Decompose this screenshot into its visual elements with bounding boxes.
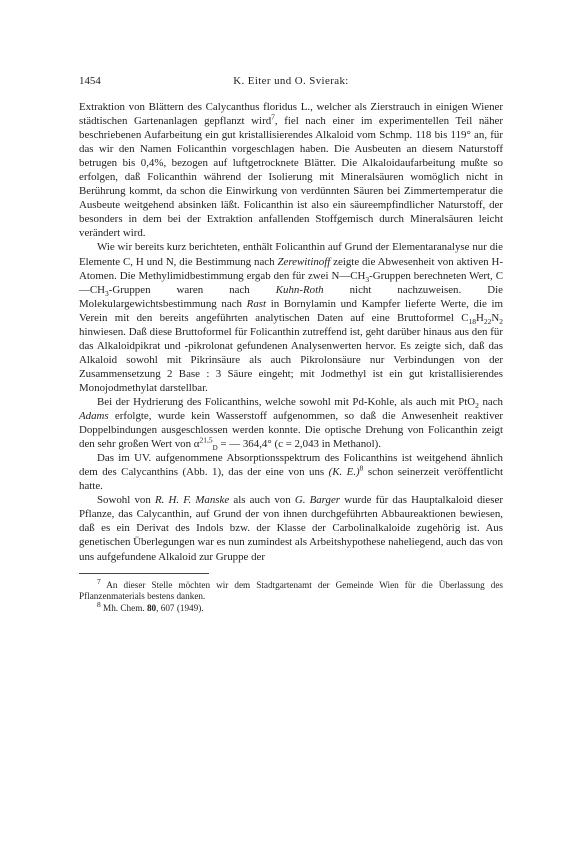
paragraph-uv-spectrum: Das im UV. aufgenommene Absorptionsspektrum des Folicanthins ist weitgehend ähnlich dem des Calycanthins (Abb. 1), das der eine von uns (K. E.)$^8$ schon seinerzeit veröffentlicht hatte. <box>79 452 503 493</box>
running-title: K. Eiter und O. Svierak: <box>233 75 349 87</box>
footnote-7: $^7$ An dieser Stelle möchten wir dem Stadtgartenamt der Gemeinde Wien für die Überlassung des Pflanzenmaterials bestens danken. <box>79 576 503 602</box>
journal-volume: 80 <box>146 602 157 613</box>
author-initials: (K. E.) <box>328 466 360 479</box>
page-header <box>79 74 503 90</box>
footnote-divider <box>79 573 209 574</box>
author-name: Rast <box>246 297 267 310</box>
paragraph-extraction: Extraktion von Blättern des Calycanthus floridus L., welcher als Zierstrauch in einigen Wiener städtischen Gartenanlagen gepflanzt wird$^7$, fiel nach einer im experimentellen Teil näher beschriebenen Aufarbeitung ein gut kristallisierendes Alkaloid vom Schmp. 118 bis 119° an, für das wir den Namen Folicanthin vorgeschlagen haben. Die Ausbeuten an diesem Naturstoff betrugen bis 0,4%, bezogen auf luftgetrocknete Blätter. Die Alkaloidaufarbeitung mußte so erfolgen, daß Folicanthin während der Isolierung mit Mineralsäuren womöglich nicht in Berührung kommt, da schon die Einwirkung von verdünnten Säuren bei Zimmertemperatur die Ausbeute weitgehend absinken läßt. Folicanthin ist also ein säureempfindlicher Naturstoff, der besonders in dem bei der Extraktion anfallenden Stoffgemisch durch Mineralsäuren leicht verändert wird. <box>79 101 504 240</box>
journal-page <box>79 74 503 614</box>
footnote-8: $^8$ Mh. Chem. 80, 607 (1949). <box>97 599 204 613</box>
author-name: Zerewitinoff <box>277 255 331 268</box>
footnote-ref-8[interactable]: 8 <box>359 463 364 473</box>
paragraph-calycanthin: Sowohl von R. H. F. Manske als auch von G. Barger wurde für das Hauptalkaloid dieser Pflanze, das Calycanthin, auf Grund der von ihnen durchgeführten Abbaureaktionen bewiesen, daß es ein Derivat des Indols bzw. der Klasse der Carbolinalkaloide zugehörig ist. Aus genetischen Überlegungen war es nun zumindest als Arbeitshypothese naheliegend, auch das von uns aufgefundene Alkaloid zur Gruppe der <box>79 494 504 563</box>
paragraph-hydrogenation: Bei der Hydrierung des Folicanthins, welche sowohl mit Pd-Kohle, als auch mit PtO$_2$ nach Adams erfolgte, wurde kein Wasserstoff aufgenommen, so daß die Anwesenheit reaktiver Doppelbindungen ausgeschlossen werden konnte. Die optische Drehung von Folicanthin zeigt den sehr großen Wert von $\alpha^{21,5}_D$ = — 364,4° (c = 2,043 in Methanol). <box>79 395 503 453</box>
author-name: Adams <box>79 410 109 423</box>
page-number: 1454 <box>79 75 101 87</box>
author-name: R. H. F. Manske <box>154 494 230 507</box>
footnote-ref-7[interactable]: 7 <box>271 112 275 122</box>
author-name: G. Barger <box>294 494 341 507</box>
paragraph-analysis: Wie wir bereits kurz berichteten, enthält Folicanthin auf Grund der Elementaranalyse nur die Elemente C, H und N, die Bestimmung nach Zerewitinoff zeigte die Abwesenheit von aktiven H-Atomen. Die Methylimidbestimmung ergab den für zwei $N—CH_3$-Gruppen berechneten Wert, $C—CH_3$-Gruppen waren nach Kuhn-Roth nicht nachzuweisen. Die Molekulargewichtsbestimmung nach Rast in Bornylamin und Kampfer lieferte Werte, die im Verein mit den bereits angeführten analytischen Daten auf eine Bruttoformel $C_{18}H_{22}N_2$ hinwiesen. Daß diese Bruttoformel für Folicanthin zutreffend ist, geht darüber hinaus aus den für das Alkaloidpikrat und -pikrolonat gefundenen Analysenwerten hervor. Es zeigte sich, daß das Alkaloid sowohl mit Pikrinsäure als auch Pikrolonsäure nur Verbindungen von der Zusammensetzung 2 Base : 3 Säure eingeht; mit Jodmethyl ist ein gut kristallisierendes Monojodmethylat darstellbar. <box>79 241 503 394</box>
author-name: Kuhn-Roth <box>275 283 324 296</box>
